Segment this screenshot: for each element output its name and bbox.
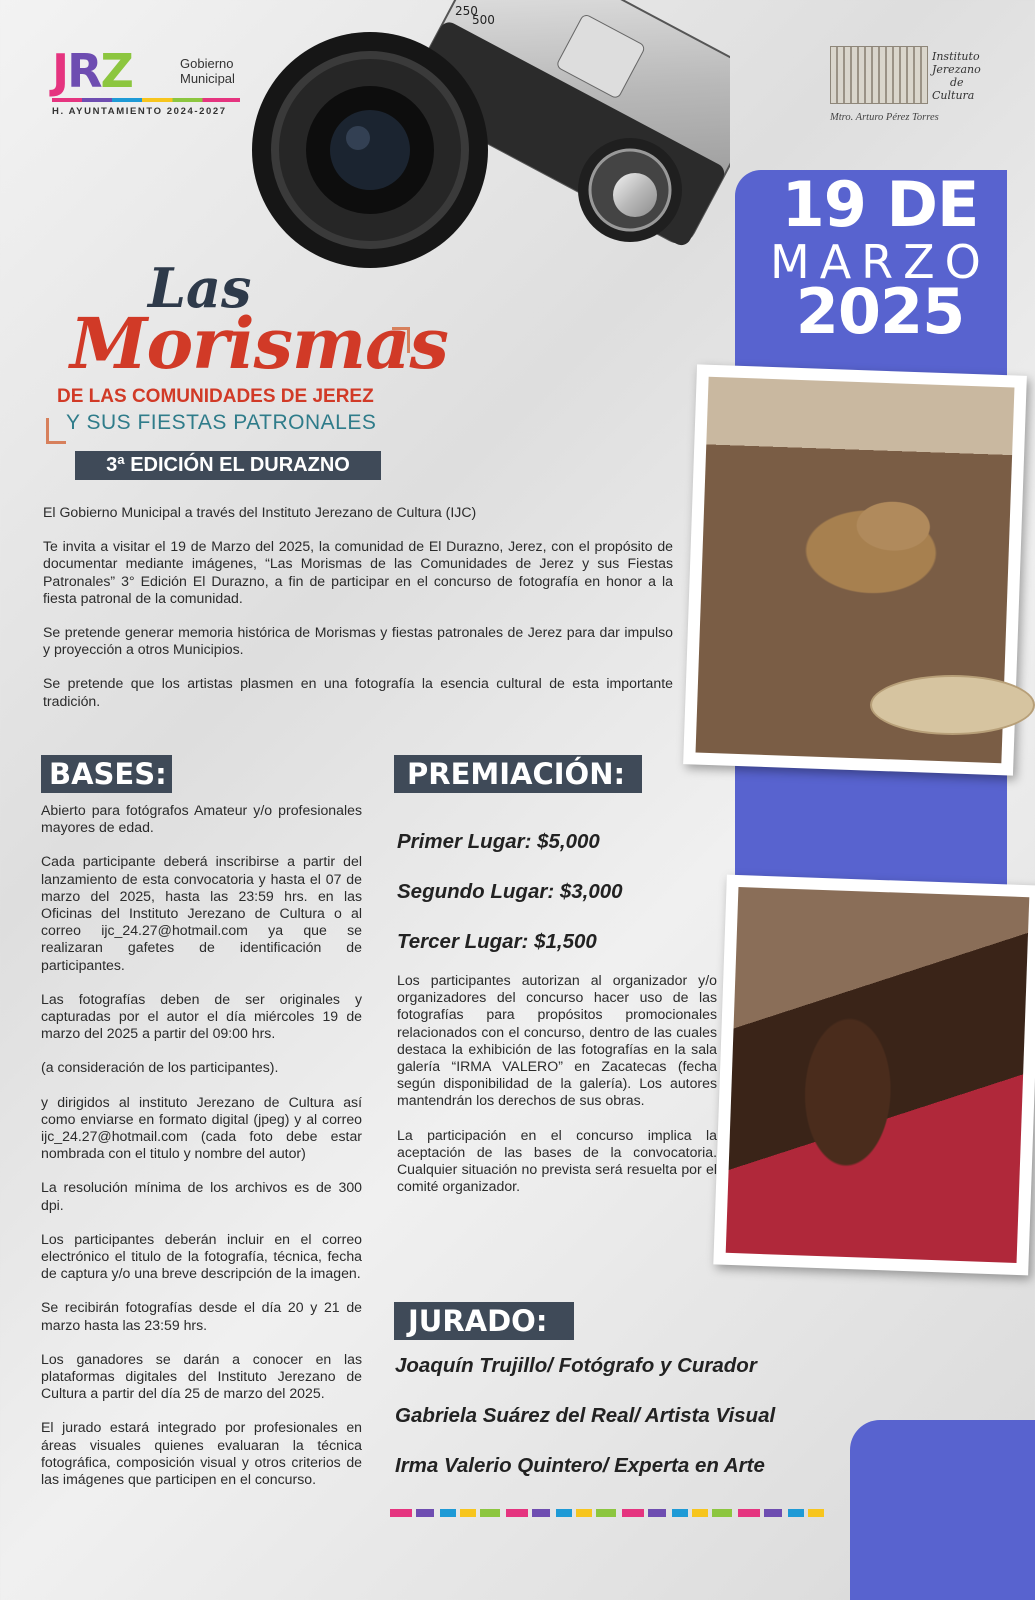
jury-member: Joaquín Trujillo/ Fotógrafo y Curador	[395, 1354, 757, 1377]
jury-member: Irma Valerio Quintero/ Experta en Arte	[395, 1454, 765, 1477]
sombrero-image	[870, 675, 1035, 735]
date-day: 19 DE	[781, 168, 979, 241]
bases-paragraph: Cada participante deberá inscribirse a partir del lanzamiento de esta convocatoria y hasta el 07 de marzo del 2025, hasta las 23:59 hrs. en las Oficinas del Instituto Jerezano de Cultura o al correo ijc_24.27@hotmail.com ya que se realizaran gafetes de identificación de participantes.	[41, 853, 362, 973]
date-month: MARZO	[770, 235, 991, 289]
jury-member: Gabriela Suárez del Real/ Artista Visual	[395, 1404, 776, 1427]
bases-paragraph: La resolución mínima de los archivos es de 300 dpi.	[41, 1179, 362, 1213]
decorative-stripe	[390, 1509, 827, 1517]
intro-paragraph: El Gobierno Municipal a través del Instituto Jerezano de Cultura (IJC)	[43, 504, 477, 520]
bases-paragraph: (a consideración de los participantes).	[41, 1059, 279, 1076]
bases-heading: BASES:	[41, 755, 172, 793]
camera-dial-label: 250	[455, 4, 478, 18]
prize-third: Tercer Lugar: $1,500	[397, 930, 597, 953]
jrz-logo	[52, 46, 252, 121]
decorative-panel	[850, 1420, 1035, 1600]
prize-first: Primer Lugar: $5,000	[397, 830, 600, 853]
ijc-logo	[830, 44, 990, 126]
camera-dial-label: 500	[472, 13, 495, 27]
bases-paragraph: Las fotografías deben de ser originales y capturadas por el autor el día miércoles 19 de marzo del 2025 a partir del 09:00 hrs.	[41, 990, 362, 1042]
prize-second: Segundo Lugar: $3,000	[397, 880, 623, 903]
premiacion-paragraph: Los participantes autorizan al organizador y/o organizadores del concurso hacer uso de las fotografías para propósitos promocionales relacionados con el concurso, dentro de las cuales destaca la exhibición de las fotografías en la sala galería “IRMA VALERO” en Zacatecas (fecha según disponibilidad de la galería). Los autores mantendrán los derechos de sus obras.	[397, 972, 717, 1109]
intro-paragraph: Se pretende que los artistas plasmen en una fotografía la esencia cultural de esta importante tradición.	[43, 675, 673, 709]
intro-text	[43, 504, 673, 727]
photo-horse-closeup	[713, 875, 1035, 1276]
jrz-logo-subtitle: H. AYUNTAMIENTO 2024-2027	[52, 106, 227, 117]
intro-paragraph: Se pretende generar memoria histórica de Morismas y fiestas patronales de Jerez para dar impulso y proyección a otros Municipios.	[43, 624, 673, 658]
bases-paragraph: Los participantes deberán incluir en el correo electrónico el titulo de la fotografía, técnica, fecha de captura y/o una breve descripción de la imagen.	[41, 1230, 362, 1282]
date-year: 2025	[795, 275, 965, 348]
title-las: Las	[148, 256, 252, 320]
bases-paragraph: Se recibirán fotografías desde el día 20 y 21 de marzo hasta las 23:59 hrs.	[41, 1299, 362, 1333]
bases-paragraph: y dirigidos al instituto Jerezano de Cultura así como enviarse en formato digital (jpeg) y al correo ijc_24.27@hotmail.com (cada foto debe estar nombrada con el titulo y nombre del autor)	[41, 1093, 362, 1162]
ijc-logo-name: Instituto Jerezano de Cultura	[932, 50, 981, 102]
bases-text	[41, 802, 362, 1505]
jrz-logo-name: Gobierno Municipal	[180, 56, 235, 86]
premiacion-text	[397, 972, 717, 1212]
jrz-logo-stripe	[52, 98, 240, 102]
intro-paragraph: Te invita a visitar el 19 de Marzo del 2025, la comunidad de El Durazno, Jerez, con el propósito de documentar mediante imágenes, “Las Morismas de las Comunidades de Jerez y sus Fiestas Patronales” 3° Edición El Durazno, a fin de participar en el concurso de fotografía en honor a la fiesta patronal de la comunidad.	[43, 538, 673, 606]
camera-icon	[240, 0, 730, 310]
bases-paragraph: El jurado estará integrado por profesionales en áreas visuales quienes evaluaran la técnica fotográfica, composición visual y otros criterios de las imágenes que participen en el concurso.	[41, 1419, 362, 1488]
jrz-logo-letters: JRZ	[52, 44, 132, 98]
title-bracket-top	[392, 327, 410, 353]
title-subtitle-1: DE LAS COMUNIDADES DE JEREZ	[57, 386, 374, 407]
jury-list	[395, 1354, 835, 1504]
title-morismas: Morismas	[70, 302, 448, 385]
prize-list	[397, 830, 727, 980]
title-bracket-bottom	[46, 418, 66, 444]
title-subtitle-2: Y SUS FIESTAS PATRONALES	[66, 411, 377, 434]
bases-paragraph: Abierto para fotógrafos Amateur y/o profesionales mayores de edad.	[41, 802, 362, 836]
bases-paragraph: Los ganadores se darán a conocer en las plataformas digitales del Instituto Jerezano de Cultura a partir del día 25 de marzo del 2025.	[41, 1350, 362, 1402]
building-icon	[830, 46, 928, 104]
jurado-heading: JURADO:	[394, 1302, 574, 1340]
premiacion-paragraph: La participación en el concurso implica la aceptación de las bases de la convocatoria. Cualquier situación no prevista será resuelta por el comité organizador.	[397, 1126, 717, 1195]
ijc-logo-subtitle: Mtro. Arturo Pérez Torres	[830, 112, 939, 123]
edition-badge: 3ª EDICIÓN EL DURAZNO	[75, 451, 381, 480]
premiacion-heading: PREMIACIÓN:	[394, 755, 642, 793]
